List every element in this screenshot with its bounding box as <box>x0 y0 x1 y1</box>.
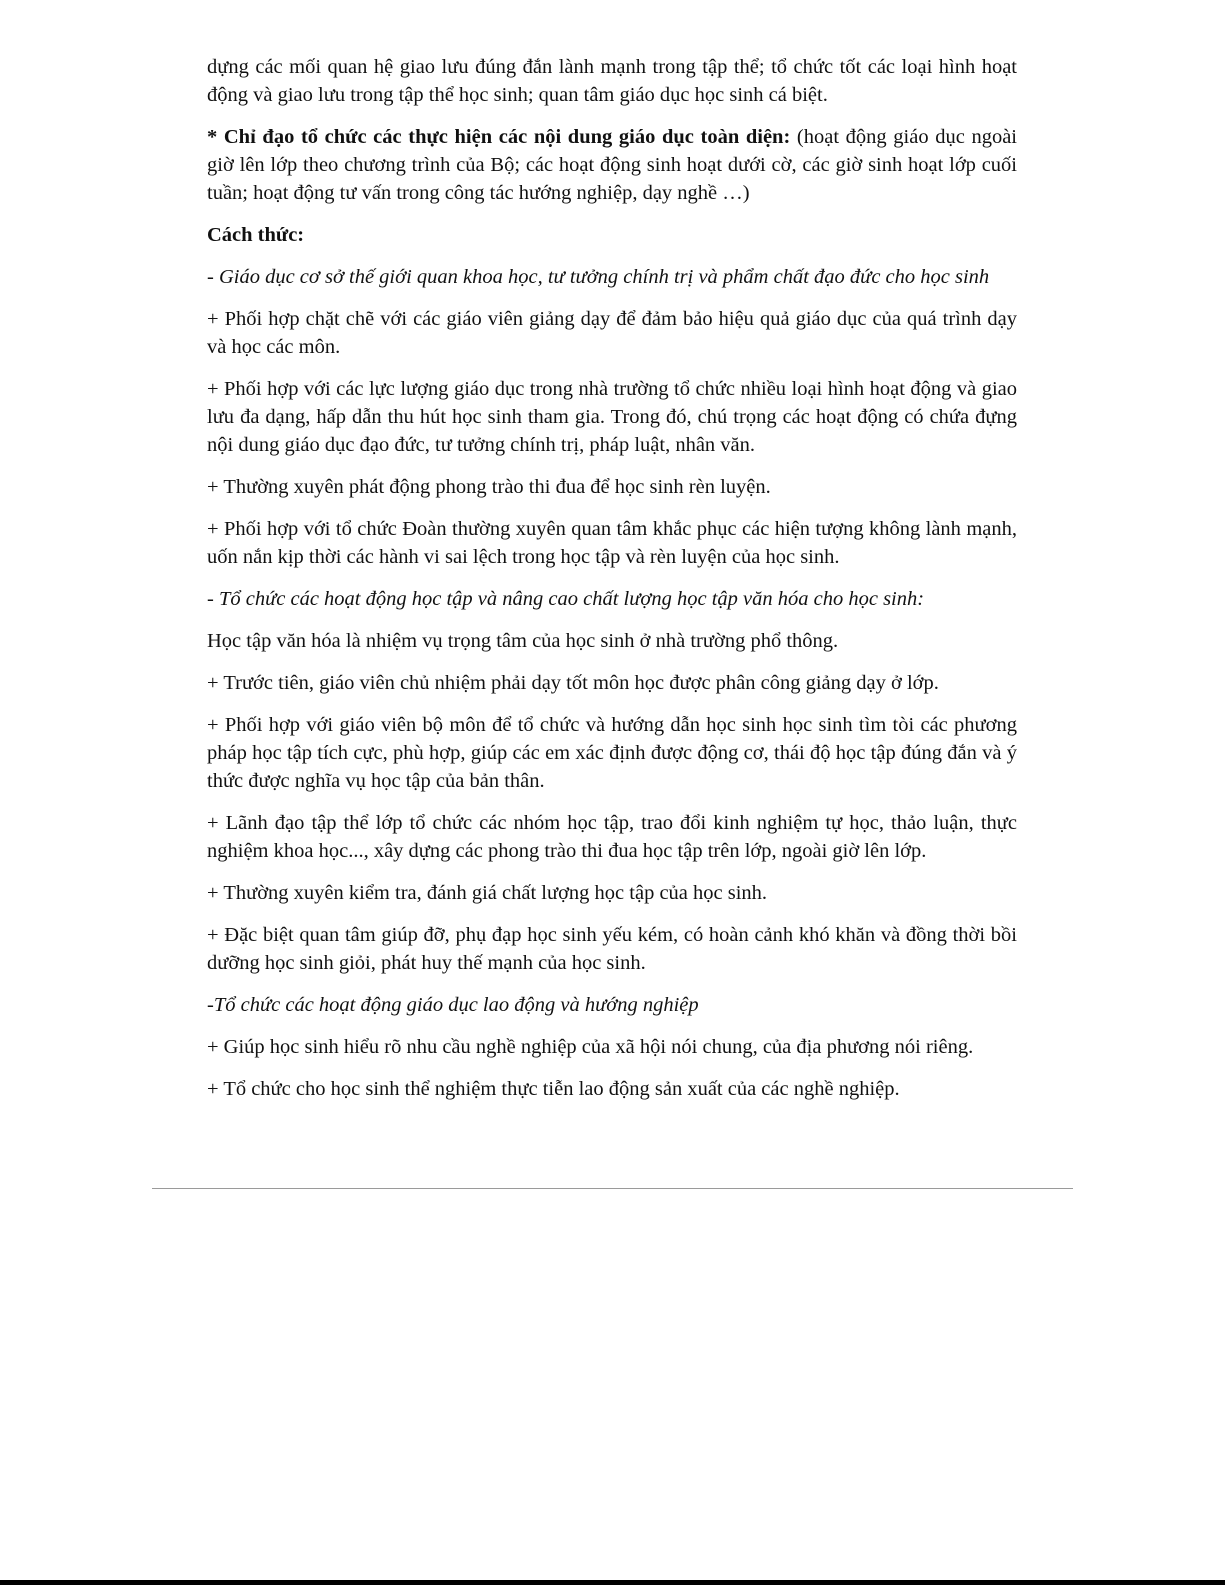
subheading-learning: - Tổ chức các hoạt động học tập và nâng cao chất lượng học tập văn hóa cho học sinh: <box>207 588 925 610</box>
list-item: + Phối hợp với giáo viên bộ môn để tổ chức và hướng dẫn học sinh học sinh tìm tòi các phương pháp học tập tích cực, phù hợp, giúp các em xác định được động cơ, thái độ học tập đúng đắn và ý thức được nghĩa vụ học tập của bản thân. <box>207 714 1017 792</box>
list-item: + Giúp học sinh hiểu rõ nhu cầu nghề nghiệp của xã hội nói chung, của địa phương nói riêng. <box>207 1036 974 1058</box>
list-item: + Trước tiên, giáo viên chủ nhiệm phải dạy tốt môn học được phân công giảng dạy ở lớp. <box>207 672 939 694</box>
section-heading-methods: Cách thức: <box>207 224 305 246</box>
list-item: + Phối hợp với các lực lượng giáo dục trong nhà trường tổ chức nhiều loại hình hoạt động và giao lưu đa dạng, hấp dẫn thu hút học sinh tham gia. Trong đó, chú trọng các hoạt động có chứa đựng nội dung giáo dục đạo đức, tư tưởng chính trị, pháp luật, nhân văn. <box>207 378 1017 456</box>
directive-heading: * Chỉ đạo tổ chức các thực hiện các nội dung giáo dục toàn diện: <box>207 126 791 148</box>
subheading-worldview: - Giáo dục cơ sở thế giới quan khoa học, tư tưởng chính trị và phẩm chất đạo đức cho học sinh <box>207 266 990 288</box>
list-item: + Lãnh đạo tập thể lớp tổ chức các nhóm học tập, trao đổi kinh nghiệm tự học, thảo luận, thực nghiệm khoa học..., xây dựng các phong trào thi đua học tập trên lớp, ngoài giờ lên lớp. <box>207 812 1017 862</box>
list-item: + Thường xuyên phát động phong trào thi đua để học sinh rèn luyện. <box>207 476 771 498</box>
bottom-edge-bar <box>0 1580 1225 1585</box>
paragraph-intro: dựng các mối quan hệ giao lưu đúng đắn lành mạnh trong tập thể; tổ chức tốt các loại hình hoạt động và giao lưu trong tập thể học sinh; quan tâm giáo dục học sinh cá biệt. <box>207 56 1017 106</box>
directive-text: (hoạt động giáo dục ngoài giờ lên lớp theo chương trình của Bộ; các hoạt động sinh hoạt dưới cờ, các giờ sinh hoạt lớp cuối tuần; hoạt động tư vấn trong công tác hướng nghiệp, dạy nghề …) <box>207 126 1017 204</box>
list-item: + Tổ chức cho học sinh thể nghiệm thực tiễn lao động sản xuất của các nghề nghiệp. <box>207 1078 900 1100</box>
subheading-labor: -Tổ chức các hoạt động giáo dục lao động và hướng nghiệp <box>207 994 699 1016</box>
paragraph-learning-intro: Học tập văn hóa là nhiệm vụ trọng tâm của học sinh ở nhà trường phổ thông. <box>207 630 839 652</box>
list-item: + Thường xuyên kiểm tra, đánh giá chất lượng học tập của học sinh. <box>207 882 768 904</box>
list-item: + Phối hợp chặt chẽ với các giáo viên giảng dạy để đảm bảo hiệu quả giáo dục của quá trình dạy và học các môn. <box>207 308 1017 358</box>
page-body <box>207 53 1017 1103</box>
list-item: + Đặc biệt quan tâm giúp đỡ, phụ đạp học sinh yếu kém, có hoàn cảnh khó khăn và đồng thời bồi dưỡng học sinh giỏi, phát huy thế mạnh của học sinh. <box>207 924 1017 974</box>
page-divider <box>152 1188 1073 1189</box>
paragraph-directive <box>207 123 1017 207</box>
list-item: + Phối hợp với tổ chức Đoàn thường xuyên quan tâm khắc phục các hiện tượng không lành mạnh, uốn nắn kịp thời các hành vi sai lệch trong học tập và rèn luyện của học sinh. <box>207 518 1017 568</box>
